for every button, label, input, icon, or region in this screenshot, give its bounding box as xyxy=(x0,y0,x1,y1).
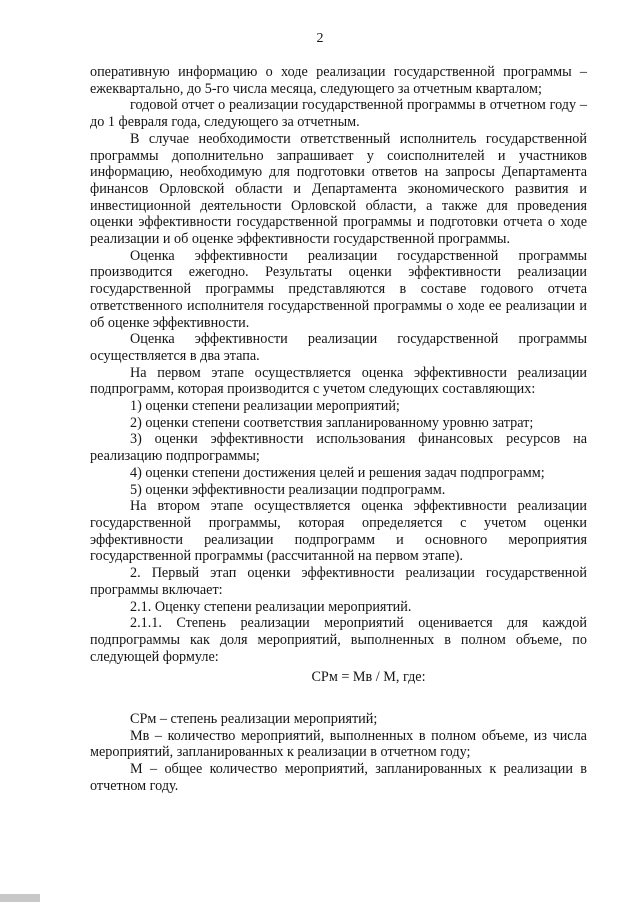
paragraph-additional-request: В случае необходимости ответственный исполнитель государственной программы дополнительно запрашивает у соисполнителей и участников информацию, необходимую для подготовки ответов на запросы Департамента финансов Орловской области и Департамента экономического развития и инвестиционной деятельности Орловской области, а также для проведения оценки эффективности государственной программы и подготовки отчета о ходе реализации и об оценке эффективности государственной программы. xyxy=(90,130,587,248)
definition-mv: Мв – количество мероприятий, выполненных в полном объеме, из числа мероприятий, запланированных к реализации в отчетном году; xyxy=(90,727,587,761)
document-body xyxy=(90,64,587,795)
paragraph-section-2: 2. Первый этап оценки эффективности реализации государственной программы включает: xyxy=(90,565,587,598)
definition-m: М – общее количество мероприятий, запланированных к реализации в отчетном году. xyxy=(90,761,587,794)
paragraph-second-stage: На втором этапе осуществляется оценка эффективности реализации государственной программы, которая определяется с учетом оценки эффективности реализации подпрограмм и основного мероприятия государственной программы (рассчитанной на первом этапе). xyxy=(90,498,587,565)
list-item-4: 4) оценки степени достижения целей и решения задач подпрограмм; xyxy=(130,464,545,481)
list-item-2: 2) оценки степени соответствия запланированному уровню затрат; xyxy=(130,414,534,431)
paragraph-first-stage: На первом этапе осуществляется оценка эффективности реализации подпрограмм, которая производится с учетом следующих составляющих: xyxy=(90,364,587,398)
list-item-5: 5) оценки эффективности реализации подпрограмм. xyxy=(130,481,446,498)
list-item-3: 3) оценки эффективности использования финансовых ресурсов на реализацию подпрограммы; xyxy=(90,431,587,465)
page-number: 2 xyxy=(316,31,324,46)
definition-srm: СРм – степень реализации мероприятий; xyxy=(130,711,378,728)
formula: СРм = Мв / М, где: xyxy=(311,669,426,686)
paragraph-two-stages: Оценка эффективности реализации государственной программы осуществляется в два этапа. xyxy=(90,331,587,364)
scan-artifact xyxy=(0,894,40,902)
paragraph-evaluation-annual: Оценка эффективности реализации государственной программы производится ежегодно. Результаты оценки эффективности реализации государственной программы представляются в составе годового отчета ответственного исполнителя государственной программы о ходе ее реализации и об оценке эффективности. xyxy=(90,247,587,331)
paragraph-section-2-1: 2.1. Оценку степени реализации мероприятий. xyxy=(130,598,412,615)
list-item-1: 1) оценки степени реализации мероприятий; xyxy=(130,398,400,415)
paragraph-annual-report: годовой отчет о реализации государственной программы в отчетном году – до 1 февраля года, следующего за отчетным. xyxy=(90,97,587,131)
paragraph-section-2-1-1: 2.1.1. Степень реализации мероприятий оценивается для каждой подпрограммы как доля мероприятий, выполненных в полном объеме, по следующей формуле: xyxy=(90,615,587,665)
paragraph-quarterly-report: оперативную информацию о ходе реализации государственной программы – ежеквартально, до 5-го числа месяца, следующего за отчетным кварталом; xyxy=(90,64,587,97)
